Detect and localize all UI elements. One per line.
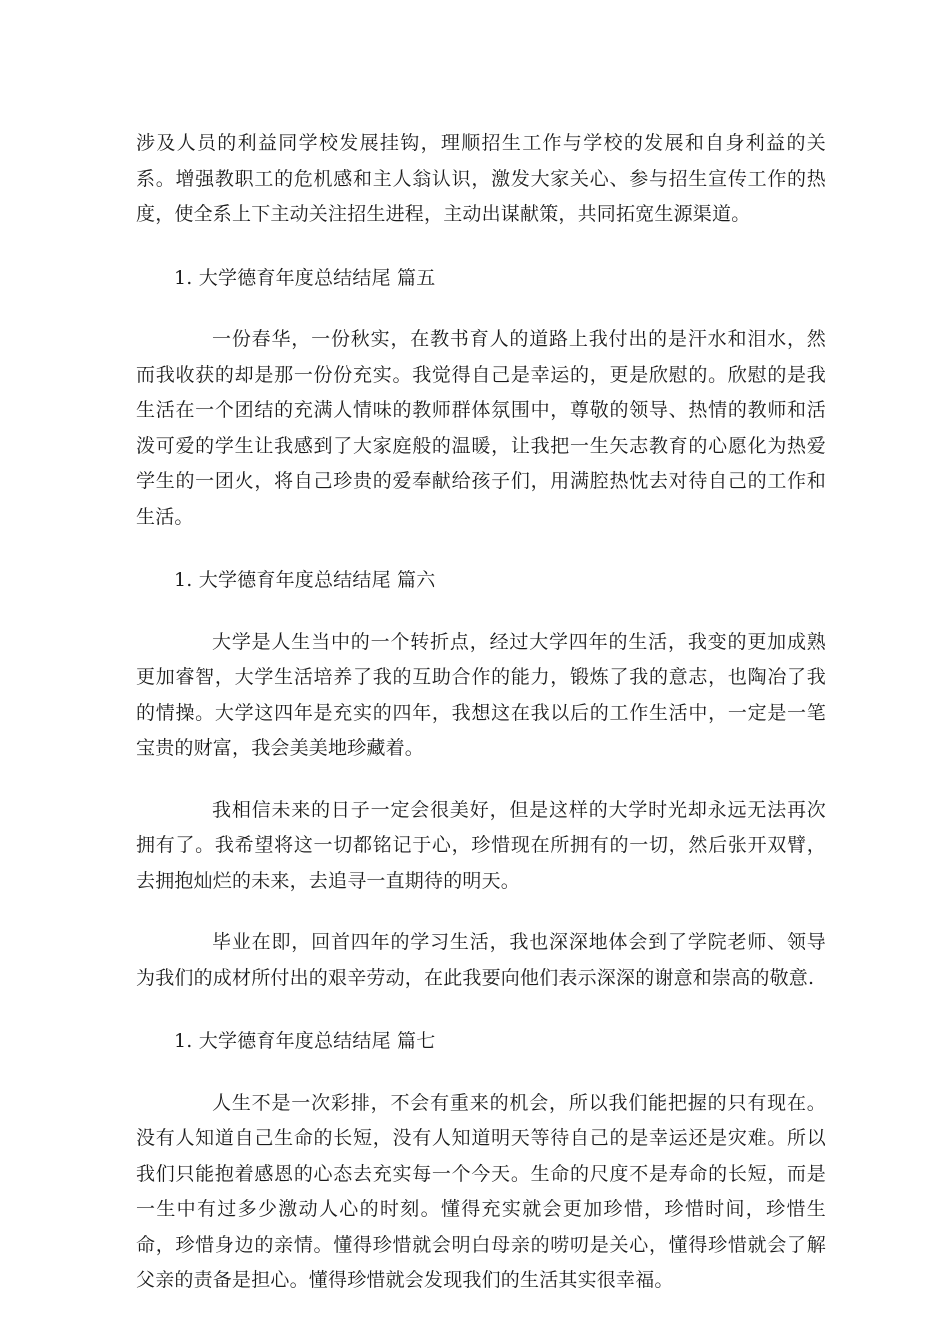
section-heading-5: 1. 大学德育年度总结结尾 篇五 <box>174 266 436 289</box>
section-6-paragraph-1: 大学是人生当中的一个转折点，经过大学四年的生活，我变的更加成熟更加睿智，大学生活培养了我的互助合作的能力，锻炼了我的意志，也陶冶了我的情操。大学这四年是充实的四年，我想这在我以后的工作生活中，一定是一笔宝贵的财富，我会美美地珍藏着。 <box>136 630 826 759</box>
spacer <box>136 535 826 563</box>
section-heading-6: 1. 大学德育年度总结结尾 篇六 <box>174 569 436 591</box>
spacer <box>136 1060 826 1086</box>
intro-paragraph: 涉及人员的利益同学校发展挂钩，理顺招生工作与学校的发展和自身利益的关系。增强教职工的危机感和主人翁认识，激发大家关心、参与招生宣传工作的热度，使全系上下主动关注招生进程，主动出谋献策，共同拓宽生源渠道。 <box>136 132 826 225</box>
section-7-paragraph-1: 人生不是一次彩排，不会有重来的机会，所以我们能把握的只有现在。没有人知道自己生命的长短，没有人知道明天等待自己的是幸运还是灾难。所以我们只能抱着感恩的心态去充实每一个今天。生命的尺度不是寿命的长短，而是一生中有过多少激动人心的时刻。懂得充实就会更加珍惜，珍惜时间，珍惜生命，珍惜身边的亲情。懂得珍惜就会明白母亲的唠叨是关心，懂得珍惜就会了解父亲的责备是担心。懂得珍惜就会发现我们的生活其实很幸福。 <box>136 1091 826 1291</box>
document-page <box>136 126 826 1299</box>
section-5-paragraph-1: 一份春华，一份秋实，在教书育人的道路上我付出的是汗水和泪水，然而我收获的却是那一份份充实。我觉得自己是幸运的，更是欣慰的。欣慰的是我生活在一个团结的充满人情味的教师群体氛围中，尊敬的领导、热情的教师和活泼可爱的学生让我感到了大家庭般的温暖，让我把一生矢志教育的心愿化为热爱学生的一团火，将自己珍贵的爱奉献给孩子们，用满腔热忱去对待自己的工作和生活。 <box>136 328 826 528</box>
section-heading-7: 1. 大学德育年度总结结尾 篇七 <box>174 1030 436 1052</box>
section-6-paragraph-2: 我相信未来的日子一定会很美好，但是这样的大学时光却永远无法再次拥有了。我希望将这一切都铭记于心，珍惜现在所拥有的一切，然后张开双臂，去拥抱灿烂的未来，去追寻一直期待的明天。 <box>136 798 826 892</box>
spacer <box>136 996 826 1024</box>
spacer <box>136 296 826 322</box>
spacer <box>136 899 826 925</box>
section-6-paragraph-3: 毕业在即，回首四年的学习生活，我也深深地体会到了学院老师、领导为我们的成材所付出的艰辛劳动，在此我要向他们表示深深的谢意和崇高的敬意. <box>136 931 826 989</box>
spacer <box>136 599 826 625</box>
spacer <box>136 233 826 261</box>
spacer <box>136 767 826 793</box>
